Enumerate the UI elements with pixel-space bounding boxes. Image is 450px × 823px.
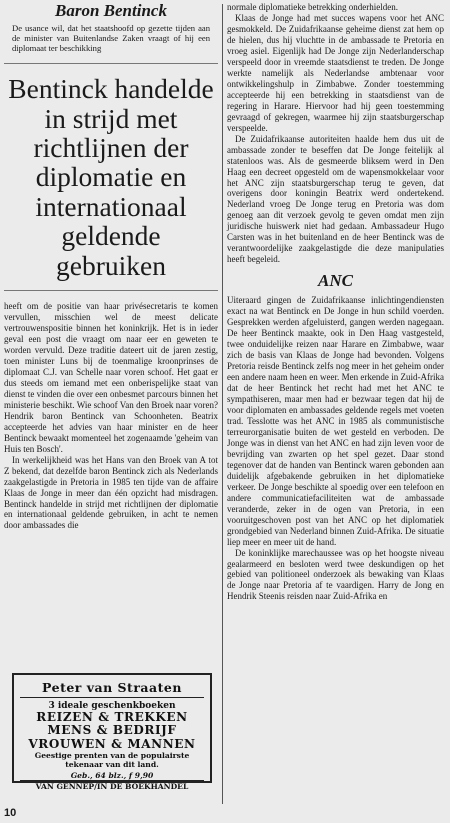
article-kicker: Baron Bentinck	[55, 1, 167, 20]
ad-tagline: 3 ideale geschenkboeken	[48, 701, 176, 711]
book-advertisement	[12, 673, 212, 791]
article-headline: Bentinck handelde in strijd met richtlijnen der diplomatie en internationaal geldende gebruiken	[8, 73, 214, 281]
right-column	[227, 2, 444, 602]
left-column	[4, 2, 218, 531]
ad-subtitle: Geestige prenten van de populairste tekenaar van dit land.	[34, 751, 190, 769]
page-number: 10	[4, 807, 17, 819]
ad-title-line: VROUWEN & MANNEN	[28, 736, 196, 751]
left-paragraph: heeft om de positie van haar privésecretaris te komen vervullen, misschien wel de meest delicate vertrouwenspositie binnen het koninkrijk. Het is in ieder geval een post die vraagt om naar eer en geweten te worden vervuld. Deze traditie dateert uit de jaren zestig, toen minister Luns bij de toenmalige kroonprinses de diplomaat C.J. van Schelle naar voren schoof. Het gaat er dus steeds om iemand met een onberispelijke staat van dienst te vinden die over een onbesmet parcours binnen het ministerie beschikt. Wie schoof Van den Broek naar voren? Hendrik baron Bentinck van Schoonheten. Beatrix accepteerde het advies van haar minister en de heer Bentinck bewaakt momenteel het zogenaamde 'geheim van Huis ten Bosch'.	[4, 301, 218, 454]
right-paragraph: De Zuidafrikaanse autoriteiten haalde hem dus uit de ambassade zonder te beseffen dat De Jonge feitelijk al statenloos was. Als de gesmeerde bliksem werd in Den Haag een decreet opgesteld om de wapensmokkelaar voor het ANC zijn staatsburgerschap terug te geven, dat overigens door koningin Beatrix werd ondertekend. Nederland vroeg De Jonge terug en Pretoria was dom genoeg aan dit verzoek gevolg te geven omdat men zijn juridische huiswerk niet had gedaan. Ambassadeur Hugo Carsten was in het buitenland en de heer Bentinck was de verantwoordelijke zaakgelastigde die deze manipulaties heeft begeleid.	[227, 133, 444, 265]
ad-title-line: MENS & BEDRIJF	[47, 723, 177, 738]
ad-author: Peter van Straaten	[20, 680, 204, 698]
left-paragraph: In werkelijkheid was het Hans van den Broek van A tot Z bekend, dat dezelfde baron Bentinck zich als Nederlands zaakgelastigde in Pretoria in 1985 ten tijde van de affaire Klaas de Jonge in meer dan één opzicht had misdragen. Bentinck handelde in strijd met richtlijnen der diplomatie en internationaal geldende gebruiken, in acht te nemen door ambassades die	[4, 454, 218, 531]
right-paragraph: Klaas de Jonge had met succes wapens voor het ANC gesmokkeld. De Zuidafrikaanse geheime dienst zat hem op de hielen, dus hij vluchtte in de ambassade te Pretoria en vroeg asiel. Eigenlijk had De Jonge zijn Nederlanderschap verspeeld door in vreemde staatsdienst te treden. De Jonge werkte namelijk als Nederlandse ambtenaar voor ontwikkelingshulp in Zimbabwe. Zonder toestemming accepteerde hij een betrekking in staatsdienst van de regering in Harare. Hiervoor had hij geen toestemming gevraagd of gekregen, waarmee hij zijn staatsburgerschap verspeelde.	[227, 12, 444, 133]
section-subhead: ANC	[318, 271, 353, 291]
headline-block	[4, 63, 218, 291]
right-paragraph: normale diplomatieke betrekking onderhielden.	[227, 2, 398, 12]
ad-price: Geb., 64 blz., f 9,90	[70, 770, 154, 780]
article-intro: De usance wil, dat het staatshoofd op gezette tijden aan de minister van Buitenlandse Zaken vraagt of hij een diplomaat ter beschikking	[12, 22, 210, 53]
right-paragraph: De koninklijke marechaussee was op het hoogste niveau gealarmeerd en besloten werd twee deskundigen op het gebied van politioneel onderzoek als bewaking van Klaas de Jonge naar Pretoria af te vaardigen. Harry de Jong en Hendrik Steenis reisden naar Zuid-Afrika en	[227, 547, 444, 602]
ad-shop: VAN GENNEP/IN DE BOEKHANDEL	[20, 780, 204, 791]
ad-title-line: REIZEN & TREKKEN	[36, 710, 188, 724]
column-divider	[222, 4, 223, 804]
right-paragraph: Uiteraard gingen de Zuidafrikaanse inlichtingendiensten exact na wat Bentinck en De Jonge in hun schild voerden. Gesprekken werden afgeluisterd, gangen werden nagegaan. De heer Bentinck maakte, ook in Den Haag vastgesteld, twee onduidelijke reizen naar Harare en Zimbabwe, waar zich de basis van Klaas de Jonge had bevonden. Volgens Pretoria reisde Bentinck zelfs nog meer in het geheim onder een andere naam heen en weer. Men erkende in Zuid-Afrika dat de heer Bentinck het recht had met het ANC te sympathiseren, maar men had er bezwaar tegen dat hij de voor diplomaten en ambassades geldende regels met voeten trad. Tesslotte was het ANC in 1985 als communistische terreurorganisatie buiten de wet gesteld en verboden. De Jonge was in dienst van het ANC en had zijn leven voor de bevrijding van zwarten op het spel gezet. Daar stond tegenover dat de handen van Bentinck waren gebonden aan duidelijk afgebakende gebruiken in het diplomatieke verkeer. De Jonge beschikte al spoedig over een telefoon en andere communicatiefaciliteiten wat de ambassade veranderde, zeker in de ogen van Pretoria, in een vooruitgeschoven post van het ANC op het diplomatiek grondgebied van Nederland binnen Zuid-Afrika. De situatie liep meer en meer uit de hand.	[227, 295, 444, 547]
